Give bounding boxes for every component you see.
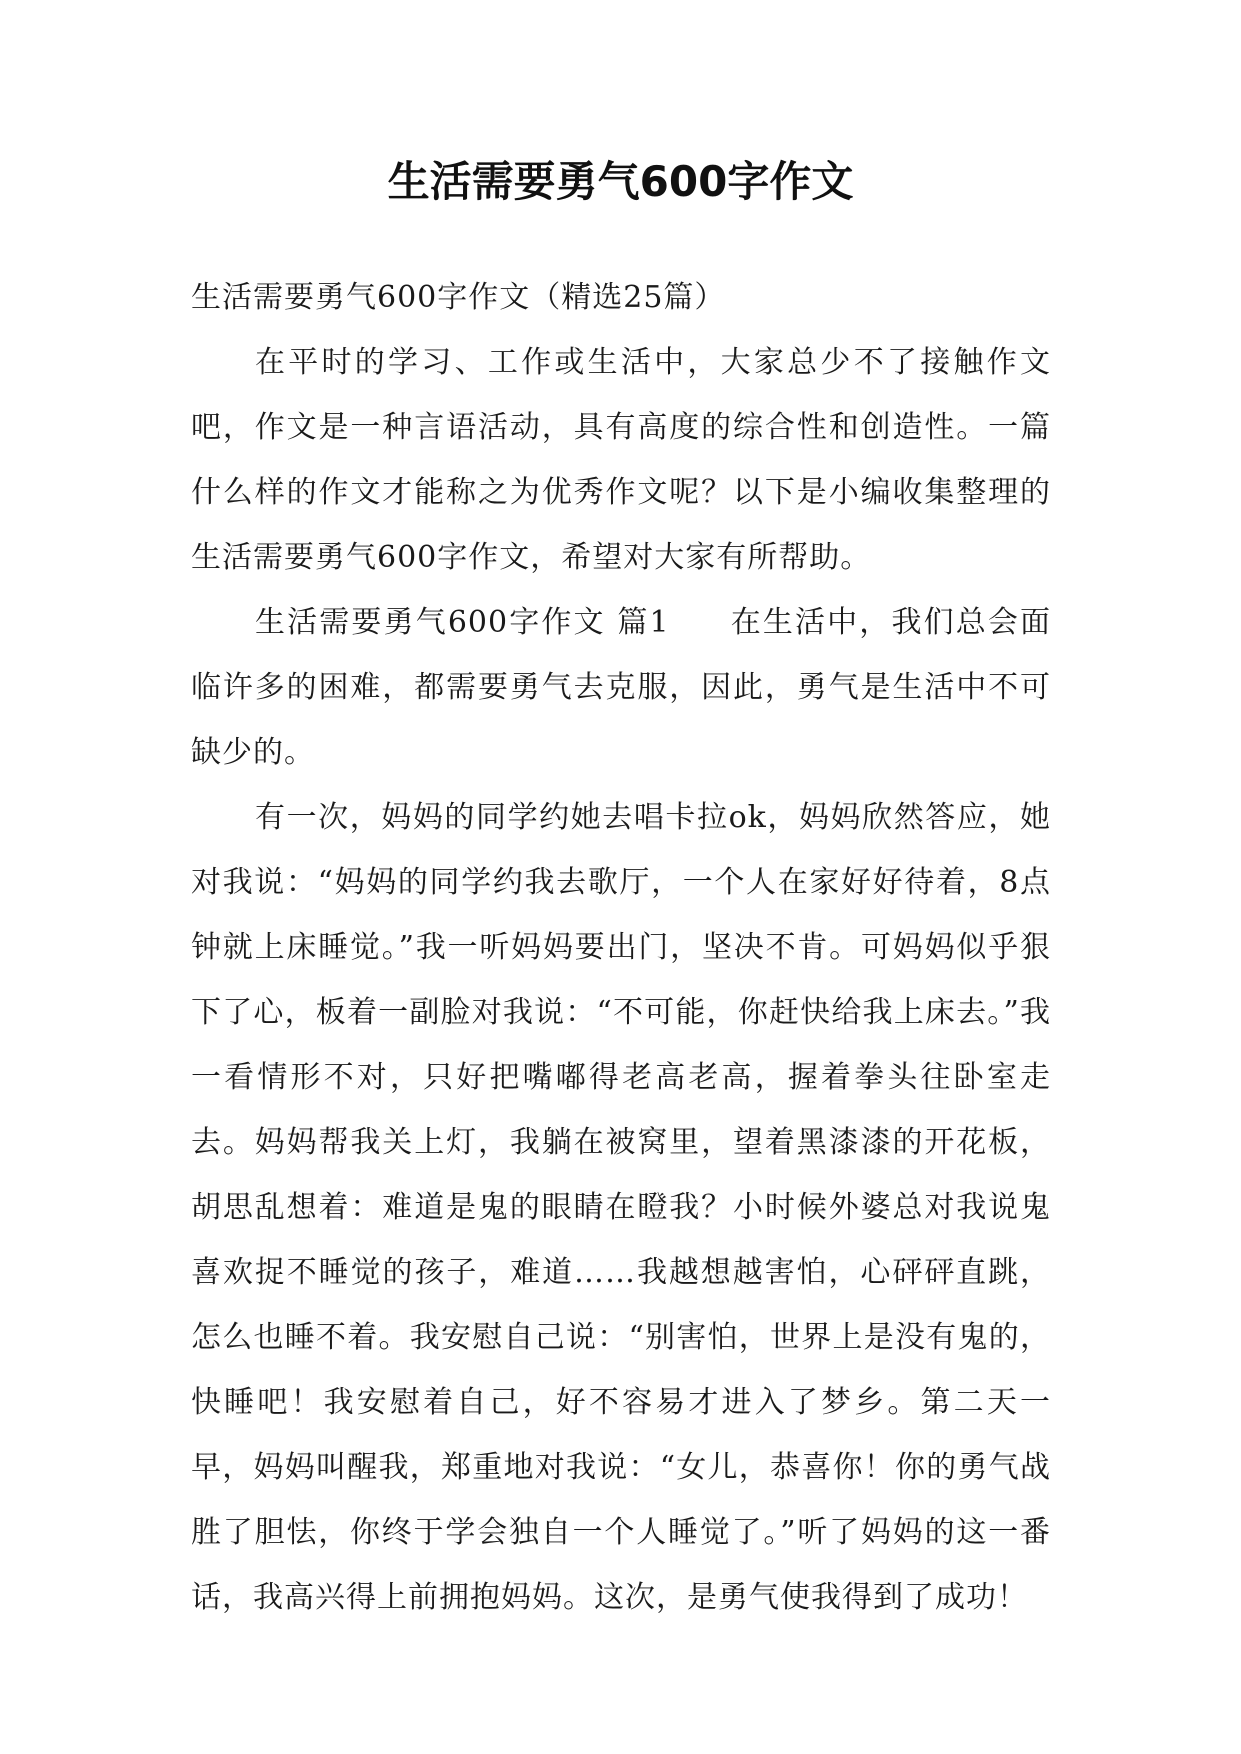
story-paragraph: 有一次，妈妈的同学约她去唱卡拉ok，妈妈欣然答应，她对我说：“妈妈的同学约我去歌厅，一个人在家好好待着，8点钟就上床睡觉。”我一听妈妈要出门，坚决不肯。可妈妈似乎狠下了心，板着一副脸对我说：“不可能，你赶快给我上床去。”我一看情形不对，只好把嘴嘟得老高老高，握着拳头往卧室走去。妈妈帮我关上灯，我躺在被窝里，望着黑漆漆的开花板，胡思乱想着：难道是鬼的眼睛在瞪我？小时候外婆总对我说鬼喜欢捉不睡觉的孩子，难道……我越想越害怕，心砰砰直跳，怎么也睡不着。我安慰自己说：“别害怕，世界上是没有鬼的，快睡吧！我安慰着自己，好不容易才进入了梦乡。第二天一早，妈妈叫醒我，郑重地对我说：“女儿，恭喜你！你的勇气战胜了胆怯，你终于学会独自一个人睡觉了。”听了妈妈的这一番话，我高兴得上前拥抱妈妈。这次，是勇气使我得到了成功！ <box>191 800 1051 1615</box>
document-subtitle: 生活需要勇气600字作文（精选25篇） <box>191 280 726 315</box>
document-title: 生活需要勇气600字作文 <box>387 157 854 206</box>
section-paragraph <box>191 590 1051 785</box>
section-heading: 生活需要勇气600字作文 篇1 <box>255 605 670 640</box>
section-first-paragraph: 在生活中，我们总会面临许多的困难，都需要勇气去克服，因此，勇气是生活中不可缺少的。 <box>191 605 1052 770</box>
intro-paragraph: 在平时的学习、工作或生活中，大家总少不了接触作文吧，作文是一种言语活动，具有高度的综合性和创造性。一篇什么样的作文才能称之为优秀作文呢？以下是小编收集整理的生活需要勇气600字作文，希望对大家有所帮助。 <box>191 345 1051 575</box>
document-body <box>191 265 1051 1630</box>
